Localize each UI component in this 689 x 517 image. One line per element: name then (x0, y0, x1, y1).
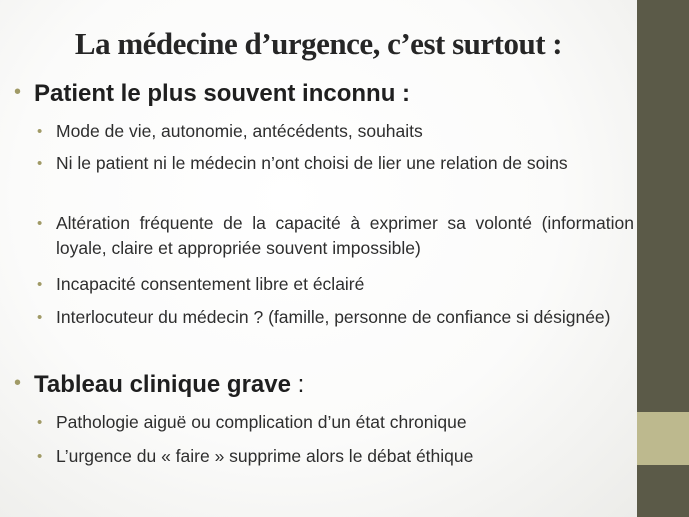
bullet-dot: • (37, 215, 43, 232)
list-item-text: Incapacité consentement libre et éclairé (56, 274, 365, 294)
section-heading-text: Patient le plus souvent inconnu : (34, 80, 411, 107)
list-item-text: Ni le patient ni le médecin n’ont choisi de lier une relation de soins (56, 153, 568, 173)
side-bar-dark-segment (637, 465, 689, 517)
list-item-text: Mode de vie, autonomie, antécédents, souhaits (56, 121, 423, 141)
list-item-text: L’urgence du « faire » supprime alors le débat éthique (56, 446, 474, 466)
bullet-dot: • (14, 81, 22, 103)
bullet-dot: • (37, 309, 43, 326)
list-item-text: Pathologie aiguë ou complication d’un état chronique (56, 412, 467, 432)
bullet-dot: • (37, 123, 43, 140)
section-heading-suffix: : (290, 371, 305, 398)
decorative-side-bar (637, 0, 689, 517)
bullet-dot: • (14, 372, 22, 394)
section-heading-text: Tableau clinique grave (34, 371, 291, 398)
bullet-dot: • (37, 448, 43, 465)
bullet-dot: • (37, 414, 43, 431)
slide-title: La médecine d’urgence, c’est surtout : (74, 26, 563, 61)
bullet-dot: • (37, 155, 43, 172)
list-item-text: Interlocuteur du médecin ? (famille, personne de confiance si désignée) (56, 307, 611, 327)
bullet-dot: • (37, 276, 43, 293)
side-bar-light-segment (637, 412, 689, 465)
list-item-text: Altération fréquente de la capacité à exprimer sa volonté (information loyale, claire et appropriée souvent impossible) (56, 213, 634, 258)
side-bar-dark-segment (637, 0, 689, 412)
